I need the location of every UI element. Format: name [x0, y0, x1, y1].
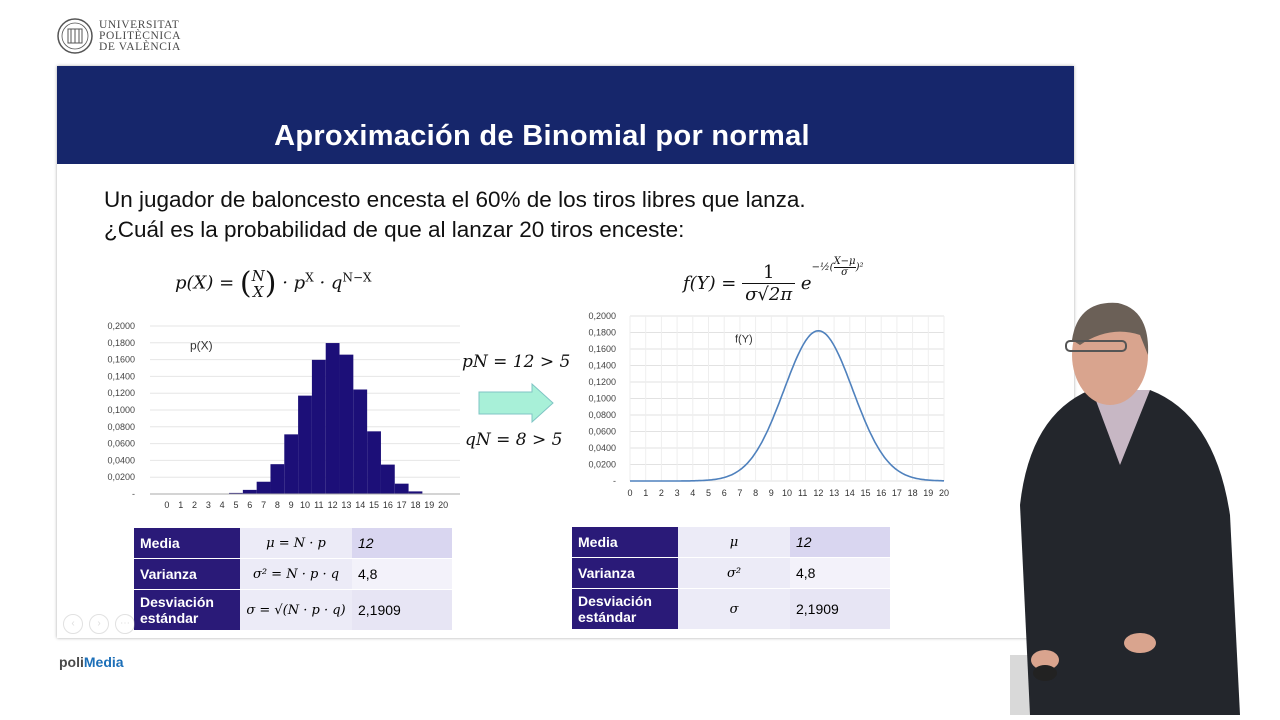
university-name: [99, 20, 181, 53]
row-formula: σ = √(N · p · q): [240, 590, 352, 631]
row-value: 2,1909: [352, 590, 452, 631]
brand-prefix: poli: [59, 654, 84, 670]
table-row: [572, 527, 890, 558]
binomial-bar-chart: [95, 318, 465, 528]
bar: [298, 396, 312, 494]
x-tick-label: 19: [923, 488, 934, 498]
y-tick-label: 0,0200: [107, 472, 135, 483]
x-tick-label: 15: [369, 500, 380, 510]
logo-line-1: UNIVERSITAT: [99, 18, 180, 31]
x-tick-label: 13: [341, 500, 352, 510]
x-tick-label: 18: [907, 488, 918, 498]
x-tick-label: 12: [327, 500, 338, 510]
x-tick-label: 8: [753, 488, 759, 498]
y-tick-label: -: [613, 476, 616, 486]
x-tick-label: 3: [674, 488, 680, 498]
x-tick-label: 13: [829, 488, 840, 498]
row-label: Media: [134, 528, 240, 559]
bar: [340, 355, 354, 494]
x-tick-label: 20: [938, 488, 950, 498]
y-tick-label: 0,0200: [588, 459, 616, 470]
row-value: 4,8: [352, 559, 452, 590]
series-label: p(X): [190, 338, 213, 353]
y-tick-label: 0,0800: [107, 421, 135, 432]
x-tick-label: 18: [410, 500, 421, 510]
x-tick-label: 1: [178, 500, 184, 510]
x-tick-label: 6: [247, 500, 253, 510]
x-tick-label: 12: [813, 488, 824, 498]
y-tick-label: 0,1400: [107, 371, 135, 382]
question-line-2: ¿Cuál es la probabilidad de que al lanzar 20 tiros enceste:: [104, 217, 685, 242]
y-tick-label: 0,0600: [107, 438, 135, 449]
row-formula: σ² = N · p · q: [240, 559, 352, 590]
binomial-stats-table: [134, 528, 452, 631]
x-tick-label: 16: [876, 488, 887, 498]
normal-formula: f(Y) = $\frac{1}{\sigma√2\pi}$ $e^{-\frac{1}{2}( \frac{X-\mu}{\sigma} )^2}$: [683, 255, 864, 305]
x-tick-label: 15: [860, 488, 871, 498]
row-value: 12: [790, 527, 890, 558]
x-tick-label: 0: [627, 488, 633, 498]
player-controls[interactable]: [63, 614, 135, 634]
y-tick-label: 0,0400: [107, 455, 135, 466]
question-text: [104, 185, 806, 245]
y-tick-label: 0,2000: [107, 321, 135, 331]
presenter-figure: [1000, 295, 1280, 720]
table-row: [134, 528, 452, 559]
y-tick-label: 0,1000: [588, 393, 616, 404]
row-value: 12: [352, 528, 452, 559]
y-tick-label: 0,1600: [107, 354, 135, 365]
x-tick-label: 11: [798, 488, 808, 498]
y-tick-label: 0,2000: [588, 311, 616, 321]
bar: [381, 465, 395, 494]
x-tick-label: 5: [705, 488, 712, 498]
bar: [395, 484, 409, 494]
x-tick-label: 2: [192, 500, 198, 510]
brand-suffix: Media: [83, 654, 124, 670]
x-tick-label: 14: [844, 488, 855, 498]
series-label: f(Y): [735, 333, 753, 346]
table-row: [134, 590, 452, 631]
slide-title: Aproximación de Binomial por normal: [274, 120, 810, 152]
question-line-1: Un jugador de baloncesto encesta el 60% de los tiros libres que lanza.: [104, 187, 806, 212]
university-logo: [57, 18, 181, 54]
y-tick-label: 0,1200: [107, 388, 135, 399]
y-tick-label: -: [132, 489, 135, 499]
table-row: [572, 558, 890, 589]
x-tick-label: 16: [382, 500, 393, 510]
logo-line-3: DE VALÈNCIA: [99, 40, 181, 53]
x-tick-label: 2: [658, 488, 664, 498]
x-tick-label: 8: [274, 500, 280, 510]
x-tick-label: 9: [288, 500, 294, 510]
x-tick-label: 3: [205, 500, 211, 510]
y-tick-label: 0,1600: [588, 344, 616, 354]
row-formula: μ: [678, 527, 790, 558]
y-tick-label: 0,1000: [107, 405, 135, 415]
y-tick-label: 0,0600: [588, 426, 616, 437]
bar: [367, 431, 381, 494]
normal-stats-table: [572, 527, 890, 630]
row-label: Varianza: [572, 558, 678, 589]
x-tick-label: 19: [424, 500, 435, 510]
bar: [312, 360, 326, 494]
university-seal-icon: [57, 18, 93, 54]
bar: [326, 343, 340, 494]
x-tick-label: 11: [314, 500, 324, 510]
bar: [257, 482, 271, 494]
y-tick-label: 0,1800: [588, 327, 616, 338]
x-tick-label: 9: [768, 488, 774, 498]
table-row: [134, 559, 452, 590]
x-tick-label: 6: [721, 488, 727, 498]
right-arrow-icon: [477, 382, 557, 424]
x-tick-label: 1: [643, 488, 649, 498]
x-tick-label: 10: [299, 500, 311, 510]
normal-line-chart: [582, 306, 982, 506]
condition-qn: qN = 8 > 5: [465, 430, 563, 450]
row-label: Desviación estándar: [572, 589, 678, 630]
binomial-formula: p(X) = (N $X) \cdot p^X \cdot q^{N-X}$: [175, 266, 372, 301]
y-tick-label: 0,0800: [588, 410, 616, 420]
slide: [57, 66, 1074, 638]
x-tick-label: 20: [438, 500, 449, 510]
y-tick-label: 0,1400: [588, 360, 616, 371]
row-formula: μ = N · p: [240, 528, 352, 559]
x-tick-label: 5: [233, 500, 239, 510]
more-icon[interactable]: ⋯: [115, 614, 135, 634]
bar: [353, 390, 367, 494]
x-tick-label: 4: [690, 488, 696, 498]
bar: [284, 434, 298, 494]
x-tick-label: 7: [261, 500, 267, 510]
row-label: Desviación estándar: [134, 590, 240, 631]
x-tick-label: 4: [219, 500, 225, 510]
polimedia-brand: [59, 654, 124, 670]
x-tick-label: 10: [781, 488, 793, 498]
row-value: 4,8: [790, 558, 890, 589]
bar: [270, 464, 284, 494]
x-tick-label: 17: [891, 488, 902, 498]
x-tick-label: 17: [396, 500, 407, 510]
bar: [243, 490, 257, 494]
logo-line-2: POLITÈCNICA: [99, 29, 181, 42]
row-label: Varianza: [134, 559, 240, 590]
table-row: [572, 589, 890, 630]
condition-pn: pN = 12 > 5: [462, 352, 571, 372]
y-tick-label: 0,1800: [107, 337, 135, 348]
x-tick-label: 0: [164, 500, 170, 510]
row-label: Media: [572, 527, 678, 558]
x-tick-label: 7: [737, 488, 743, 498]
previous-icon[interactable]: ‹: [63, 614, 83, 634]
x-tick-label: 14: [355, 500, 366, 510]
y-tick-label: 0,0400: [588, 443, 616, 453]
next-icon[interactable]: ›: [89, 614, 109, 634]
row-formula: σ²: [678, 558, 790, 589]
row-value: 2,1909: [790, 589, 890, 630]
y-tick-label: 0,1200: [588, 377, 616, 387]
row-formula: σ: [678, 589, 790, 630]
